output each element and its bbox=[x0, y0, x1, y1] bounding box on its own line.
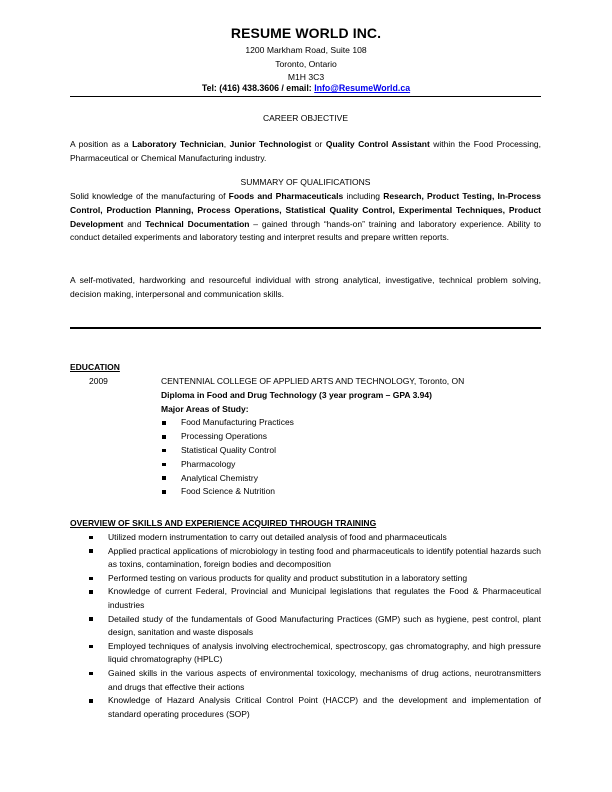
objective-role-2: Junior Technologist bbox=[229, 139, 312, 149]
list-item: Knowledge of current Federal, Provincial and Municipal legislations that regulates the Food & Pharmaceutical industries bbox=[70, 585, 541, 612]
summary-p1-pre: Solid knowledge of the manufacturing of bbox=[70, 191, 229, 201]
list-item: Utilized modern instrumentation to carry out detailed analysis of food and pharmaceuticals bbox=[70, 531, 541, 545]
objective-text-post: within the Food Processing, Pharmaceutical or Chemical Manufacturing industry. bbox=[70, 139, 542, 163]
education-diploma: Diploma in Food and Drug Technology (3 year program – GPA 3.94) bbox=[161, 389, 432, 400]
summary-p1-mid: including bbox=[343, 191, 384, 201]
education-title: EDUCATION bbox=[70, 362, 120, 372]
list-item: Gained skills in the various aspects of environmental toxicology, mechanisms of drug actions, neurotransmitters and drugs that effective their actions bbox=[70, 667, 541, 694]
objective-sep-1: , bbox=[223, 139, 230, 149]
address-street: 1200 Markham Road, Suite 108 bbox=[245, 45, 367, 55]
contact-phone: Tel: (416) 438.3606 / email: bbox=[201, 83, 315, 93]
list-item: Applied practical applications of microbiology in testing food and pharmaceuticals to identify potential hazards such as toxins, contamination, foreign bodies and decomposition bbox=[70, 545, 541, 572]
summary-paragraph-2: A self-motivated, hardworking and resourceful individual with strong analytical, investigative, technical problem solving, decision making, interpersonal and communication skills. bbox=[70, 275, 541, 299]
summary-paragraph-1 bbox=[70, 190, 541, 245]
objective-role-1: Laboratory Technician bbox=[132, 139, 224, 149]
objective-text-pre: A position as a bbox=[70, 139, 133, 149]
education-school: CENTENNIAL COLLEGE OF APPLIED ARTS AND TECHNOLOGY, Toronto, ON bbox=[161, 376, 465, 386]
list-item: Processing Operations bbox=[161, 430, 541, 444]
list-item: Performed testing on various products for quality and product substitution in a laboratory setting bbox=[70, 572, 541, 586]
list-item: Pharmacology bbox=[161, 458, 541, 472]
summary-title: SUMMARY OF QUALIFICATIONS bbox=[240, 177, 371, 187]
list-item: Detailed study of the fundamentals of Good Manufacturing Practices (GMP) such as hygiene, pest control, plant design, sanitation and waste disposals bbox=[70, 613, 541, 640]
list-item: Food Manufacturing Practices bbox=[161, 416, 541, 430]
objective-role-3: Quality Control Assistant bbox=[325, 139, 430, 149]
summary-p1-bold-2: Research, Product Testing, In-Process Control, Production Planning, Process Operations, Statistical Quality Control, Experimental Techniques, Product Development bbox=[70, 191, 541, 229]
skills-list bbox=[70, 531, 541, 721]
email-link[interactable]: Info@ResumeWorld.ca bbox=[314, 83, 411, 93]
address-postal: M1H 3C3 bbox=[287, 72, 325, 82]
summary-p1-bold: Foods and Pharmaceuticals bbox=[228, 191, 344, 201]
list-item: Food Science & Nutrition bbox=[161, 485, 541, 499]
company-name: RESUME WORLD INC. bbox=[230, 25, 382, 41]
objective-sep-2: or bbox=[311, 139, 326, 149]
list-item: Employed techniques of analysis involving electrochemical, spectroscopy, gas chromatography, and high pressure liquid chromatography (HPLC) bbox=[70, 640, 541, 667]
skills-block bbox=[70, 531, 541, 721]
objective-text bbox=[70, 138, 541, 166]
header-divider bbox=[70, 96, 541, 97]
education-areas-title: Major Areas of Study: bbox=[161, 403, 249, 414]
list-item: Analytical Chemistry bbox=[161, 472, 541, 486]
objective-title: CAREER OBJECTIVE bbox=[262, 113, 349, 123]
education-areas-list bbox=[161, 416, 541, 499]
section-divider bbox=[70, 327, 541, 329]
list-item: Statistical Quality Control bbox=[161, 444, 541, 458]
list-item: Knowledge of Hazard Analysis Critical Control Point (HACCP) and the development and implementation of standard operating procedures (SOP) bbox=[70, 694, 541, 721]
summary-p1-post: – gained through “hands-on” training and laboratory experience. Ability to conduct detailed experiments and laboratory testing and interpret results and prepare written reports. bbox=[70, 218, 541, 243]
summary-p1-bold-3: Technical Documentation bbox=[145, 218, 250, 229]
skills-title: OVERVIEW OF SKILLS AND EXPERIENCE ACQUIRED THROUGH TRAINING bbox=[70, 518, 377, 528]
contact-line bbox=[0, 83, 612, 93]
education-block bbox=[161, 375, 541, 499]
summary-p1-and: and bbox=[123, 218, 146, 229]
education-year: 2009 bbox=[89, 376, 108, 386]
address-city: Toronto, Ontario bbox=[275, 58, 337, 69]
